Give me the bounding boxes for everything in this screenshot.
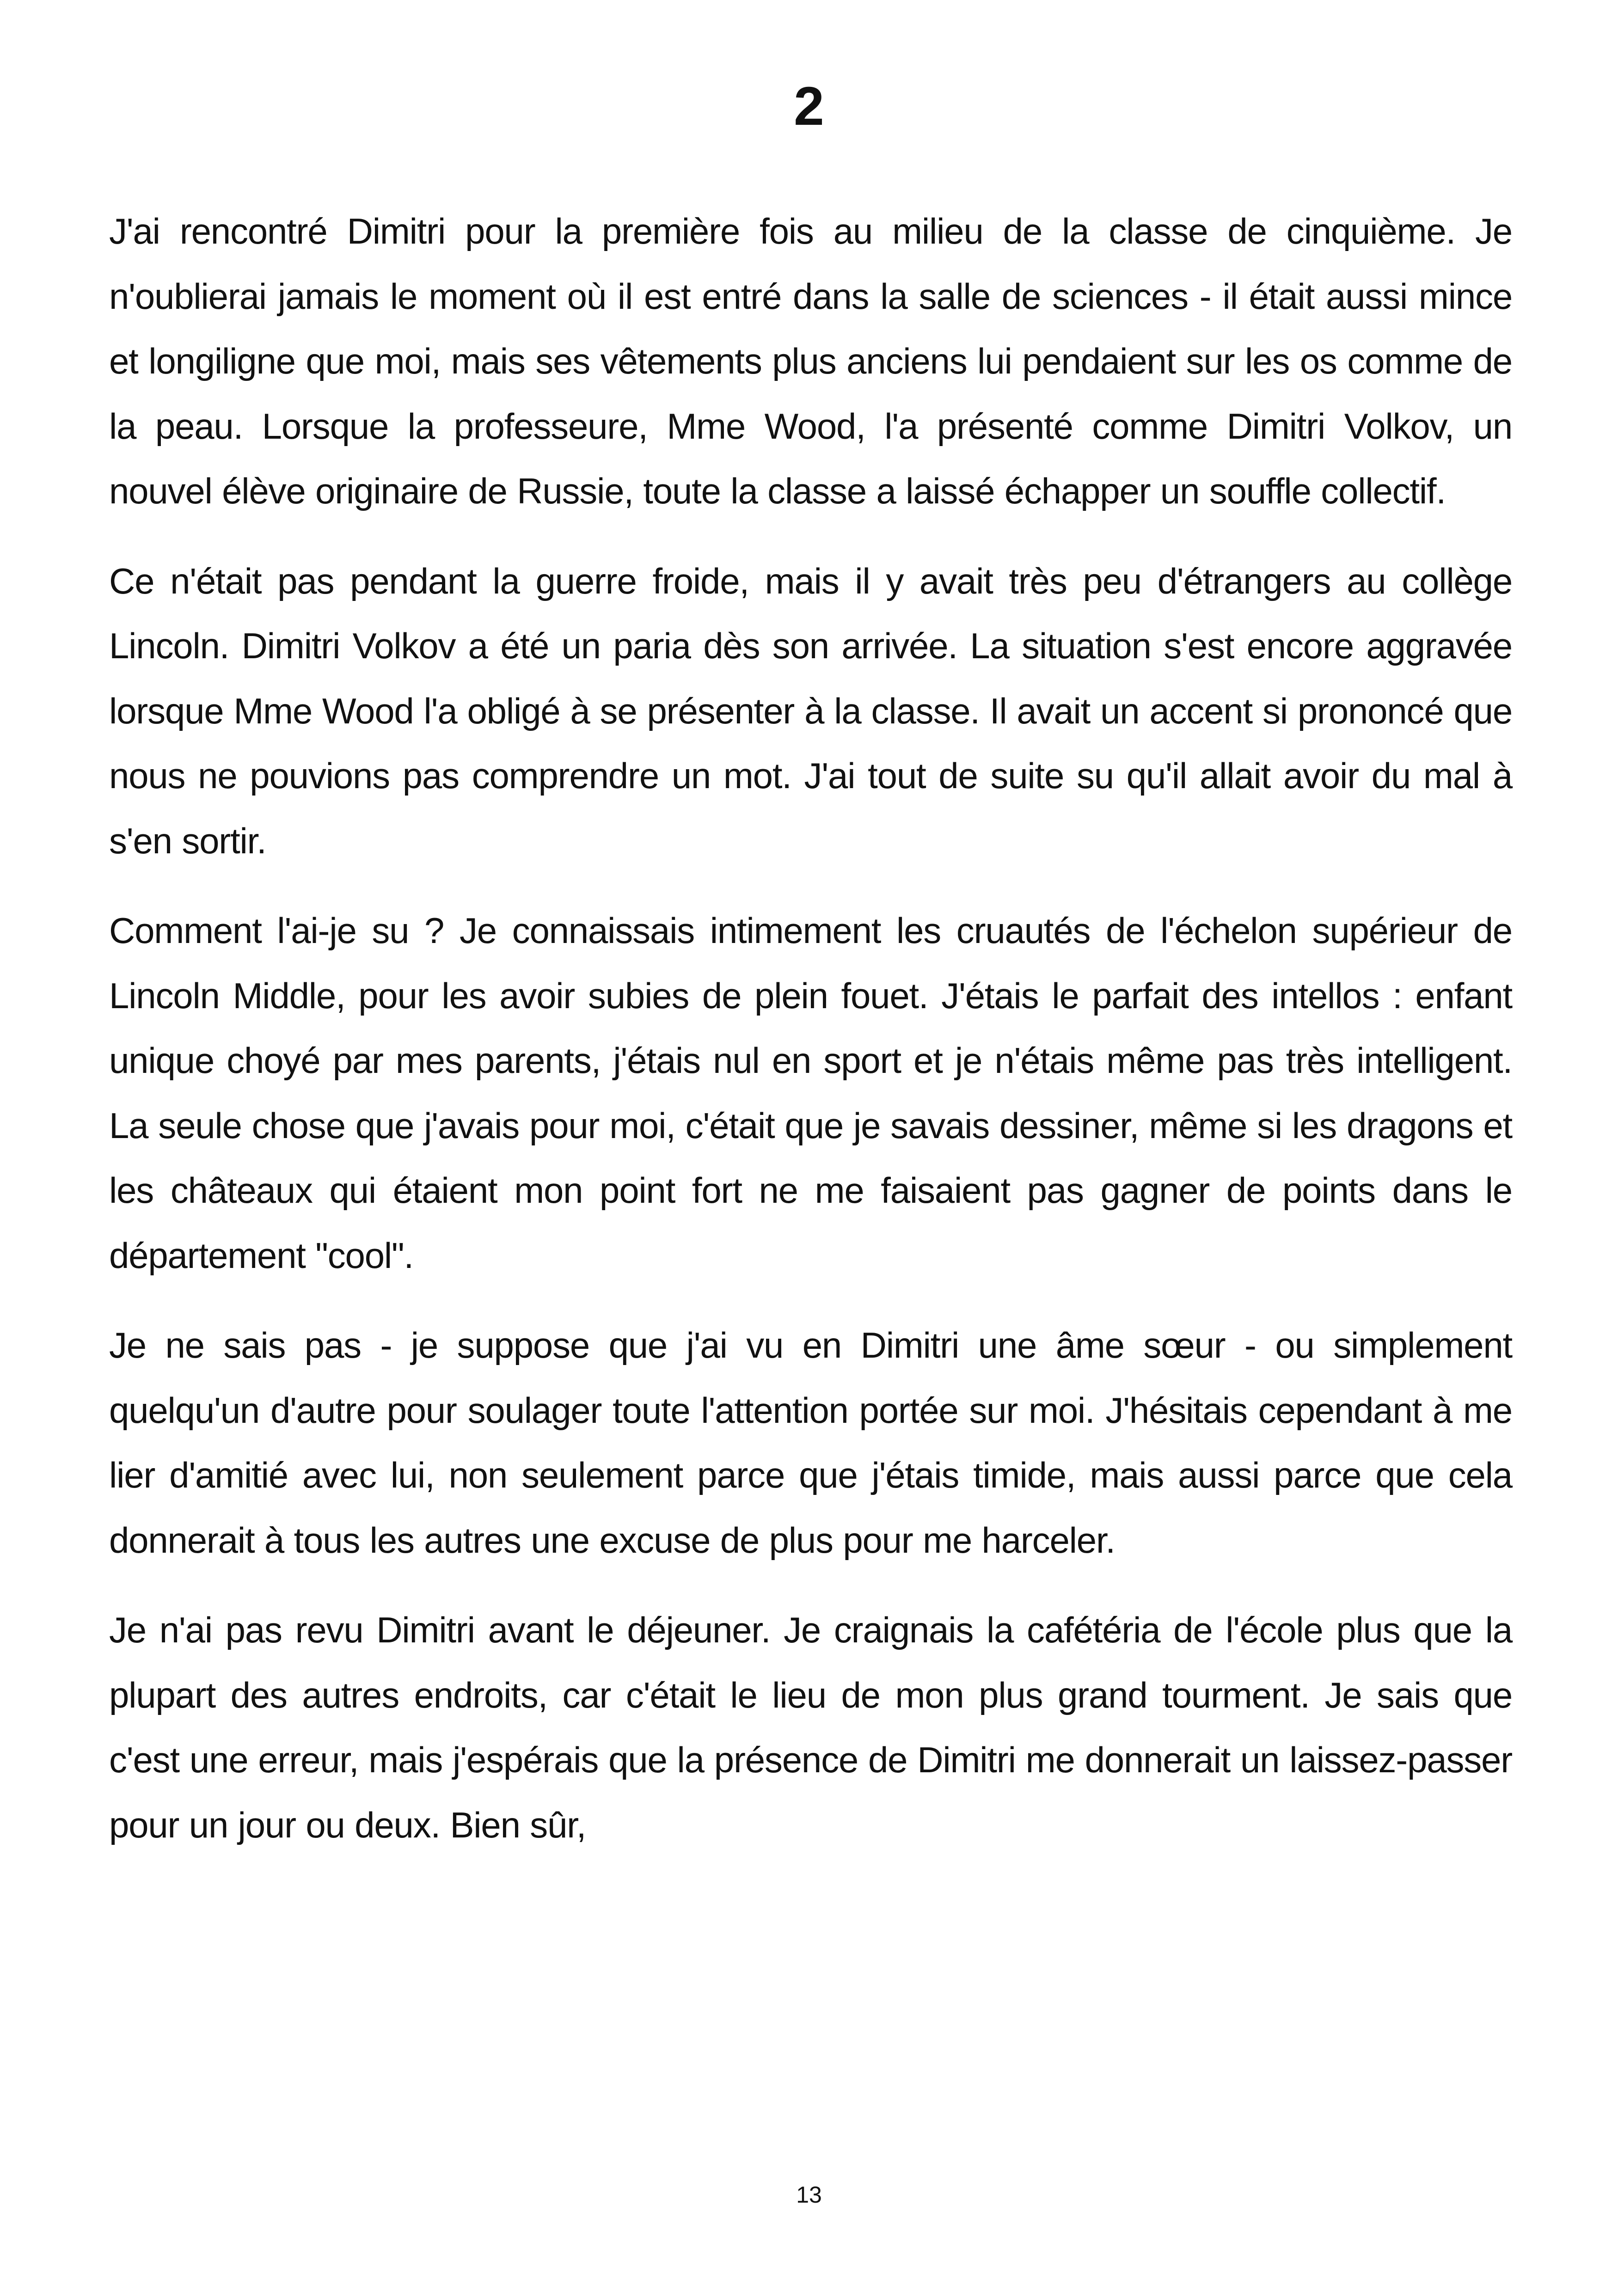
page-number: 13 xyxy=(796,2182,822,2208)
paragraph: Ce n'était pas pendant la guerre froide, mais il y avait très peu d'étrangers au collège Lincoln. Dimitri Volkov a été un paria dès son arrivée. La situation s'est encore aggravée lorsque Mme Wood l'a obligé à se présenter à la classe. Il avait un accent si prononcé que nous ne pouvions pas comprendre un mot. J'ai tout de suite su qu'il allait avoir du mal à s'en sortir. xyxy=(109,560,1512,861)
paragraph: Je ne sais pas - je suppose que j'ai vu en Dimitri une âme sœur - ou simplement quelqu'un d'autre pour soulager toute l'attention portée sur moi. J'hésitais cependant à me lier d'amitié avec lui, non seulement parce que j'étais timide, mais aussi parce que cela donnerait à tous les autres une excuse de plus pour me harceler. xyxy=(109,1325,1512,1561)
paragraph: Comment l'ai-je su ? Je connaissais intimement les cruautés de l'échelon supérieur de Lincoln Middle, pour les avoir subies de plein fouet. J'étais le parfait des intellos : enfant unique choyé par mes parents, j'étais nul en sport et je n'étais même pas très intelligent. La seule chose que j'avais pour moi, c'était que je savais dessiner, même si les dragons et les châteaux qui étaient mon point fort ne me faisaient pas gagner de points dans le département "cool". xyxy=(109,910,1512,1276)
paragraph: J'ai rencontré Dimitri pour la première fois au milieu de la classe de cinquième. Je n'oublierai jamais le moment où il est entré dans la salle de sciences - il était aussi mince et longiligne que moi, mais ses vêtements plus anciens lui pendaient sur les os comme de la peau. Lorsque la professeure, Mme Wood, l'a présenté comme Dimitri Volkov, un nouvel élève originaire de Russie, toute la classe a laissé échapper un souffle collectif. xyxy=(109,211,1512,511)
chapter-number: 2 xyxy=(794,76,824,137)
paragraph: Je n'ai pas revu Dimitri avant le déjeuner. Je craignais la cafétéria de l'école plus que la plupart des autres endroits, car c'était le lieu de mon plus grand tourment. Je sais que c'est une erreur, mais j'espérais que la présence de Dimitri me donnerait un laissez-passer pour un jour ou deux. Bien sûr, xyxy=(109,1610,1512,1845)
chapter-body xyxy=(109,199,1512,1882)
